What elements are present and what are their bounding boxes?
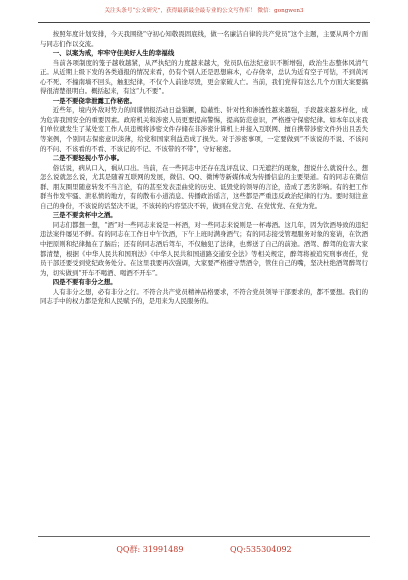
body-paragraph: 当前各项制度的笼子越收越紧，从严执纪的力度越来越大，党员队伍法纪意识不断增强，政治生态整体风清气正。从近期上级下发的各类通报的情况来看，仍有个别人还是思想麻木，心存侥幸，总认为近有空子可钻，不到黄河心不死、不撞南墙不回头，触犯纪律，不仅个人前途尽毁，更会家破人亡。当前，我们党得有这么几个方面大案要搞得很清楚很明白。概括起来，有这“九不要”。 <box>40 58 368 96</box>
footer <box>0 545 408 555</box>
top-banner: 关注头条号“公文研究”，获得最新最全最专业的公文写作库！ 微信：gongwen3 <box>104 8 304 14</box>
body-paragraph: 俗话说，病从口入，祸从口出。当前，在一些同志中还存在乱评乱议、口无遮拦的现象，想说什么就说什么，想怎么说就怎么说，尤其是随着互联网的发展，微信、QQ、微博等新媒体成为传播信息的主要渠道。有的同志在微信群、朋友圈里随意转发不当言论，有的甚至发表歪曲党的历史、诋毁党的领导的言论，造成了恶劣影响。有的把工作群当作发牢骚、泄私愤的地方，有的散布小道消息、传播政治谣言，这些都是严重违反政治纪律的行为。要时刻注意自己的身份，不该说的话坚决不说，不该转的内容坚决不转，做到在党言党、在党忧党、在党为党。 <box>40 163 368 210</box>
body-paragraph: 按照年度计划安排，今天我围绕“守初心知敬畏固底线，做一名廉洁自律的共产党员”这个主题，主要从两个方面与同志们作以交流。 <box>40 30 368 48</box>
footer-divider <box>38 536 370 537</box>
section-heading: 四是不要有非分之想。 <box>52 278 117 287</box>
header-divider <box>38 22 370 23</box>
body-paragraph: 同志们都想一想，“酒”对一些同志来说是一杯酒，对一些同志来说则是一杯毒酒。这几年，因为饮酒导致的违纪违法案件屡见不鲜。有的同志在工作日中午饮酒，下午上班时满身酒气；有的同志接受管理服务对象的宴请，在饮酒中把原则和纪律抛在了脑后；还有的同志酒后驾车，不仅触犯了法律，也葬送了自己的前途。酒驾、醉驾的危害大家都清楚，根据《中华人民共和国刑法》《中华人民共和国道路交通安全法》等相关规定，醉驾将被追究刑事责任，党员干部还要受到党纪政务处分。在这里我要再次强调，大家要严格遵守禁酒令，管住自己的嘴，坚决杜绝酒驾醉驾行为，切实做到“开车不喝酒、喝酒不开车”。 <box>40 220 368 277</box>
footer-qq-group: QQ群: 31991489 <box>116 545 184 554</box>
body-paragraph: 人有非分之想，必有非分之行。不符合共产党员精神品格要求，不符合党员领导干部要求的，都不要想。我们的同志手中的权力都是党和人民赋予的，是用来为人民服务的。 <box>40 287 368 306</box>
section-heading: 一、以案为戒，牢牢守住美好人生的幸福线 <box>52 49 175 58</box>
section-heading: 三是不要贪杯中之酒。 <box>52 211 117 220</box>
section-heading: 二是不要轻视小节小事。 <box>52 154 124 163</box>
document-body <box>40 30 368 307</box>
footer-qq: QQ:535304092 <box>230 545 292 554</box>
body-paragraph: 近些年，境内外敌对势力的间谍情报活动日益猖獗，隐蔽性、针对性和渗透性越来越强，手段越来越多样化，成为危害我国安全的重要因素。政府机关和涉密人员更要提高警惕，提高防范意识，严格遵守保密纪律。如本年以来我们单位就发生了某处室工作人员违规将涉密文件存储在非涉密计算机上并接入互联网、擅自携带涉密文件外出且丢失等案例，个别同志保密意识淡薄，给党和国家利益造成了损失。对于涉密事项，一定要做到“不该说的不说、不该问的不问、不该看的不看、不该记的不记、不该带的不带”，守好秘密。 <box>40 106 368 153</box>
section-heading: 一是不要侥幸泄露工作秘密。 <box>52 96 136 105</box>
